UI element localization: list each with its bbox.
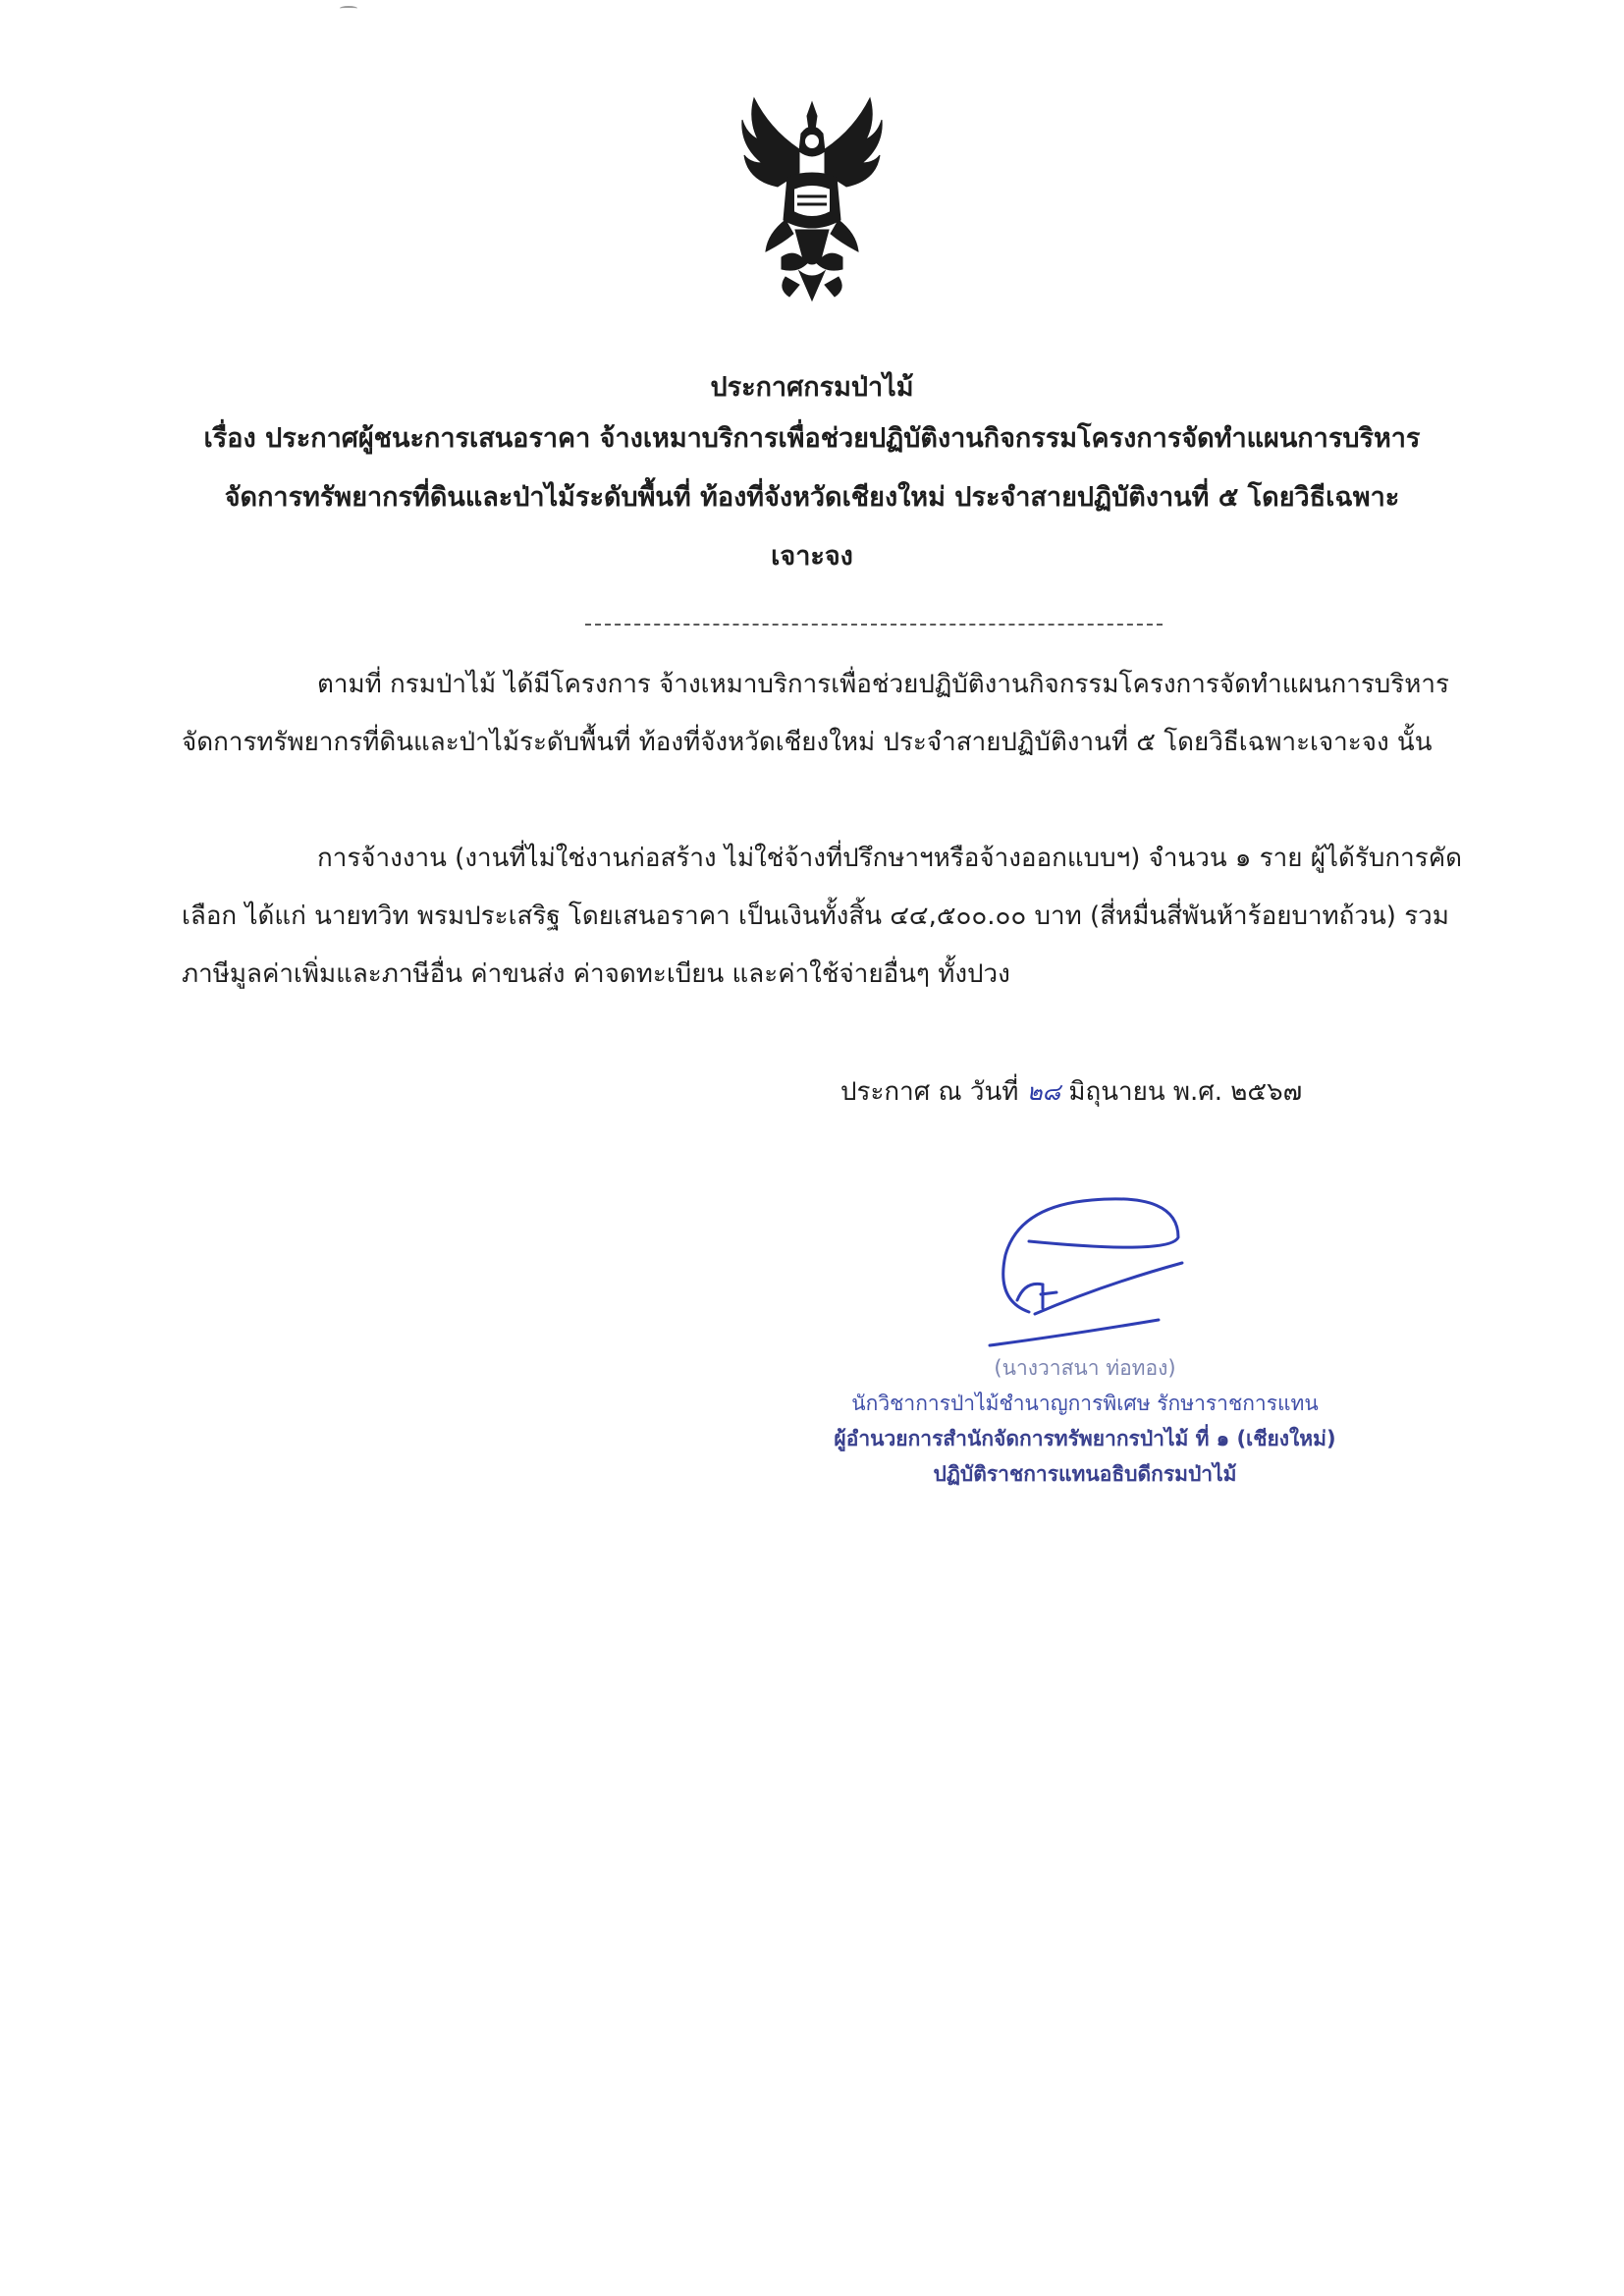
signatory-position: นักวิชาการป่าไม้ชำนาญการพิเศษ รักษาราชการแทน: [851, 1392, 1319, 1415]
date-day: ๒๘: [1026, 1078, 1061, 1106]
body-paragraph-1: ตามที่ กรมป่าไม้ ได้มีโครงการ จ้างเหมาบริการเพื่อช่วยปฏิบัติงานกิจกรรมโครงการจัดทำแผนการบริหารจัดการทรัพยากรที่ดินและป่าไม้ระดับพื้นที่ ท้องที่จังหวัดเชียงใหม่ ประจำสายปฏิบัติงานที่ ๕ โดยวิธีเฉพาะเจาะจง นั้น: [182, 670, 1449, 757]
signatory-block: [789, 1350, 1380, 1492]
body-paragraph-2: การจ้างงาน (งานที่ไม่ใช่งานก่อสร้าง ไม่ใช่จ้างที่ปรึกษาฯหรือจ้างออกแบบฯ) จำนวน ๑ ราย ผู้ได้รับการคัดเลือก ได้แก่ นายทวิท พรมประเสริฐ โดยเสนอราคา เป็นเงินทั้งสิ้น ๔๔,๕๐๐.๐๐ บาท (สี่หมื่นสี่พันห้าร้อยบาทถ้วน) รวมภาษีมูลค่าเพิ่มและภาษีอื่น ค่าขนส่ง ค่าจดทะเบียน และค่าใช้จ่ายอื่นๆ ทั้งปวง: [182, 844, 1462, 989]
scan-artifact: [340, 6, 357, 11]
signatory-name: (นางวาสนา ท่อทอง): [994, 1356, 1176, 1380]
announcement-subject: เรื่อง ประกาศผู้ชนะการเสนอราคา จ้างเหมาบริการเพื่อช่วยปฏิบัติงานกิจกรรมโครงการจัดทำแผนการบริหารจัดการทรัพยากรที่ดินและป่าไม้ระดับพื้นที่ ท้องที่จังหวัดเชียงใหม่ ประจำสายปฏิบัติงานที่ ๕ โดยวิธีเฉพาะเจาะจง: [203, 423, 1421, 572]
signatory-acting-for: ปฏิบัติราชการแทนอธิบดีกรมป่าไม้: [933, 1462, 1237, 1486]
handwritten-signature: [986, 1190, 1214, 1347]
date-prefix: ประกาศ ณ วันที่: [840, 1077, 1019, 1107]
announcement-title: ประกาศกรมป่าไม้: [710, 372, 914, 403]
dashed-divider: [585, 624, 1163, 626]
garuda-emblem-icon: [738, 90, 886, 308]
date-month-year: มิถุนายน พ.ศ. ๒๕๖๗: [1068, 1077, 1303, 1107]
announcement-date: [840, 1072, 1390, 1112]
signatory-office: ผู้อำนวยการสำนักจัดการทรัพยากรป่าไม้ ที่ ๑ (เชียงใหม่): [834, 1427, 1336, 1450]
